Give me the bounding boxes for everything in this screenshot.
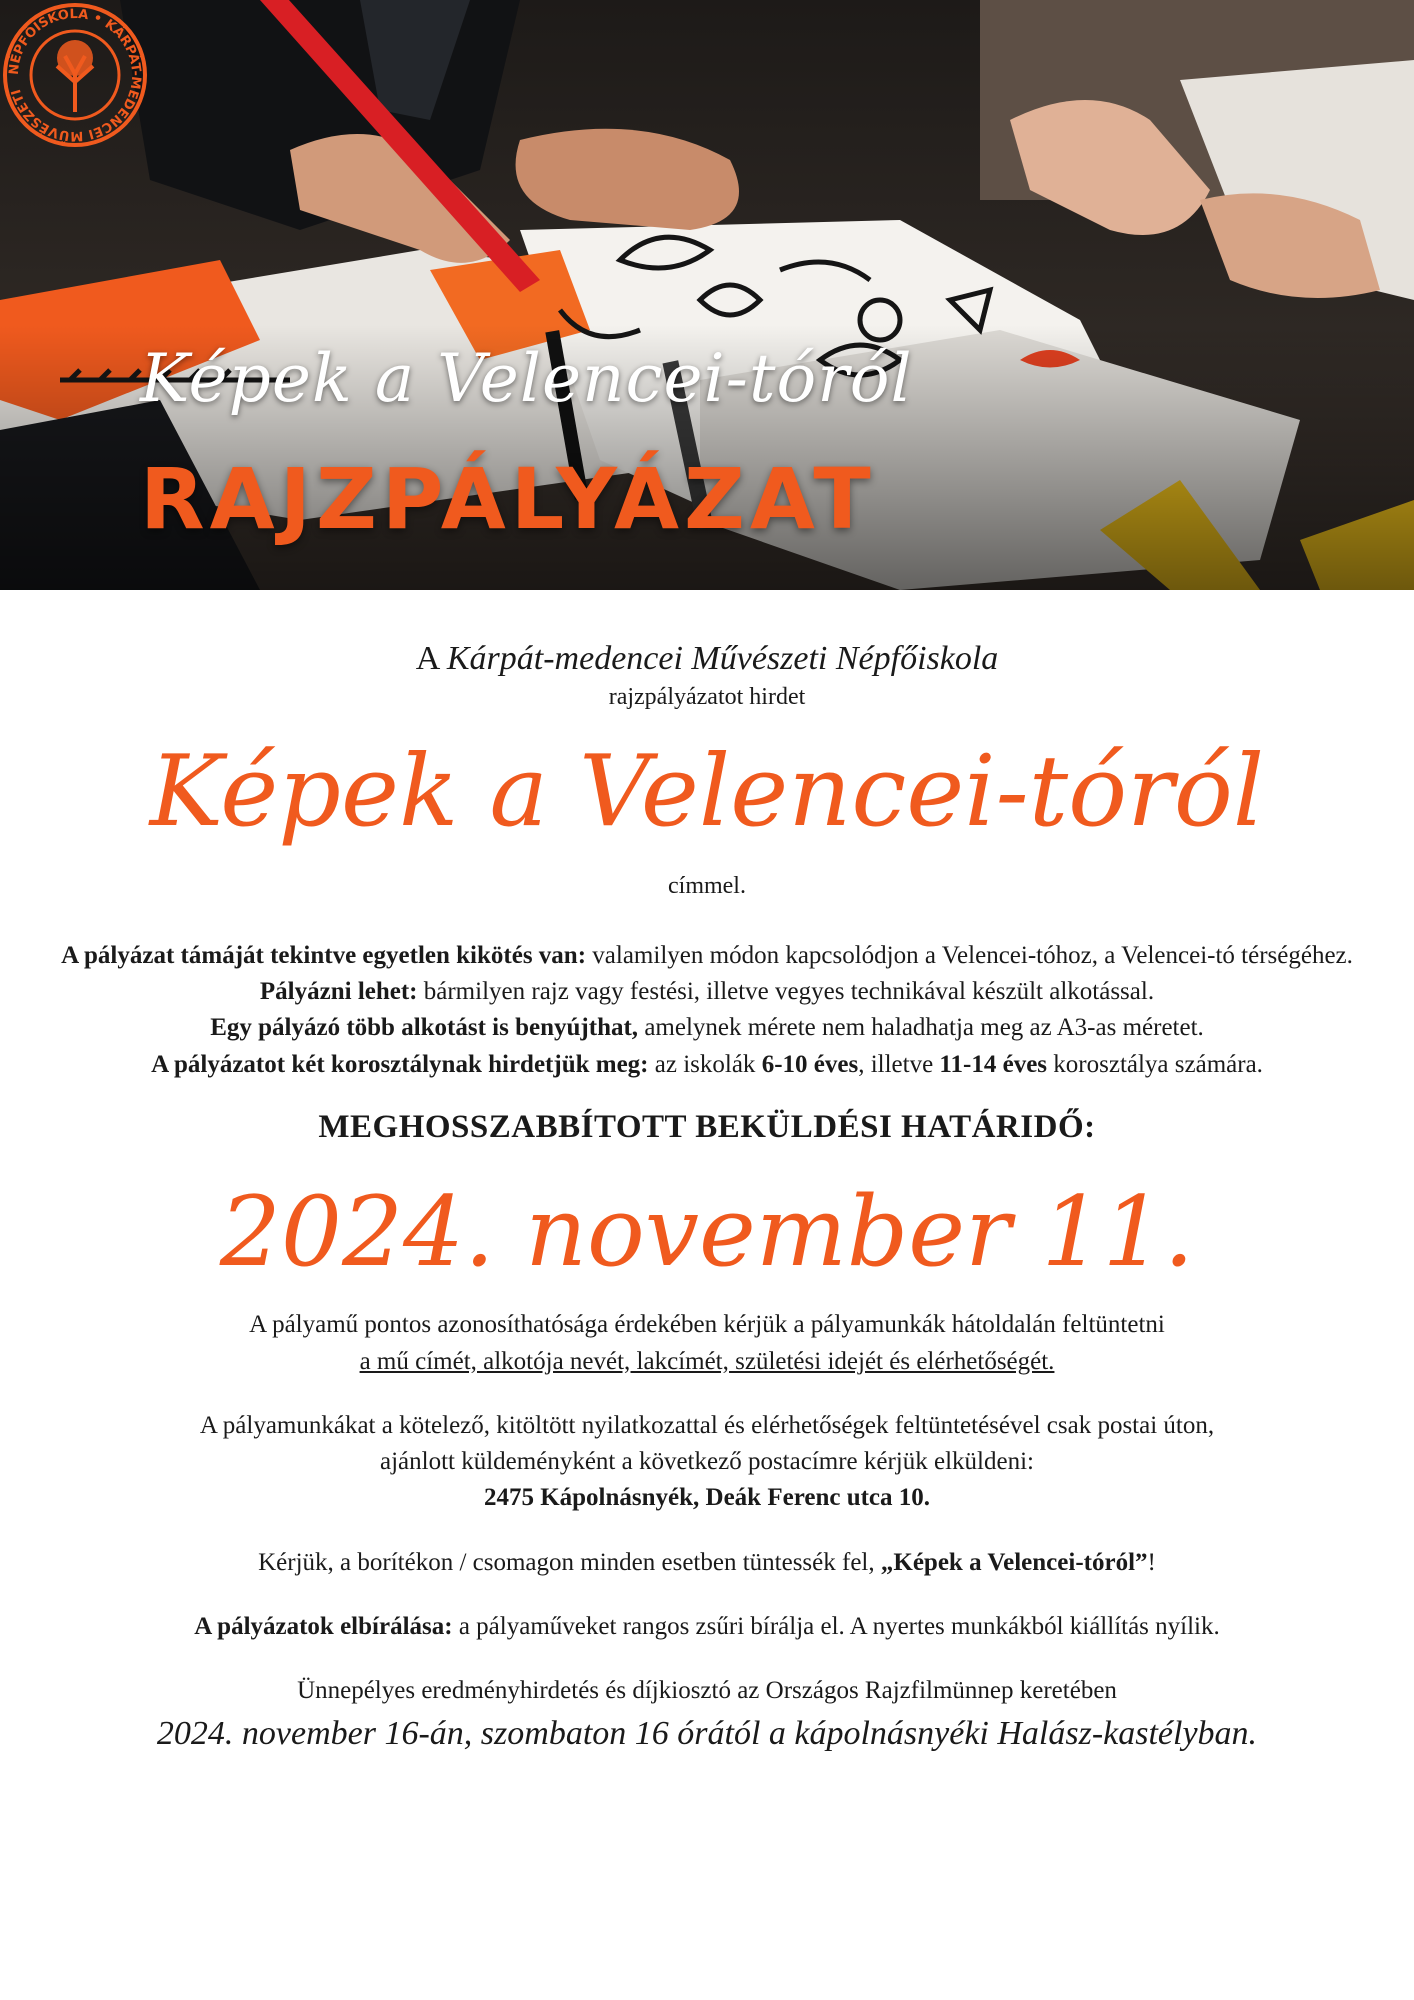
identification-info <box>0 1307 1414 1380</box>
envelope-quote: „Képek a Velencei-tóról” <box>880 1548 1148 1576</box>
deadline-label: MEGHOSSZABBÍTOTT BEKÜLDÉSI HATÁRIDŐ: <box>318 1108 1096 1145</box>
rule-technique: Pályázni lehet: bármilyen rajz vagy festési, illetve vegyes technikával készült alkotással. <box>259 978 1155 1006</box>
rule-theme: A pályázat támáját tekintve egyetlen kikötés van: valamilyen módon kapcsolódjon a Velencei-tóhoz, a Velencei-tó térségéhez. <box>61 941 1353 969</box>
postal-address: 2475 Kápolnásnyék, Deák Ferenc utca 10. <box>483 1484 931 1512</box>
announcement-body <box>0 640 1414 1759</box>
identification-line2: a mű címét, alkotója nevét, lakcímét, születési idejét és elérhetőségét. <box>359 1347 1055 1375</box>
org-prefix: A <box>415 640 447 677</box>
organizer-line <box>0 640 1414 678</box>
submission-info <box>0 1408 1414 1517</box>
submission-line2: ajánlott küldeményként a következő postacímre kérjük elküldeni: <box>380 1448 1034 1476</box>
svg-text:NÉPFŐISKOLA • KÁRPÁT-MEDENCEI: NÉPFŐISKOLA • KÁRPÁT-MEDENCEI MŰVÉSZETI <box>6 6 144 144</box>
hero-script-title: Képek a Velencei-tóról <box>140 340 913 417</box>
deadline-date: 2024. november 11. <box>219 1175 1195 1288</box>
rule-multiple-works: Egy pályázó több alkotást is benyújthat, amelynek mérete nem haladhatja meg az A3-as méretet. <box>210 1014 1204 1042</box>
competition-title: Képek a Velencei-tóról <box>149 735 1265 849</box>
identification-line1: A pályamű pontos azonosíthatósága érdekében kérjük a pályamunkák hátoldalán feltüntetni <box>249 1311 1165 1339</box>
envelope-note: Kérjük, a borítékon / csomagon minden esetben tüntessék fel, „Képek a Velencei-tóról”! <box>258 1548 1156 1576</box>
hero-main-title: RAJZPÁLYÁZAT <box>140 450 876 548</box>
rules-section <box>0 938 1414 1083</box>
organizer-name: Kárpát-medencei Művészeti Népfőiskola <box>446 640 999 677</box>
rule-age-groups: A pályázatot két korosztálynak hirdetjük meg: az iskolák 6-10 éves, illetve 11-14 éves korosztálya számára. <box>151 1050 1263 1078</box>
school-seal-logo <box>0 0 150 150</box>
ceremony-line1: Ünnepélyes eredményhirdetés és díjkiosztó az Országos Rajzfilmünnep keretében <box>297 1677 1117 1705</box>
hero-banner <box>0 0 1414 590</box>
submission-line1: A pályamunkákat a kötelező, kitöltött nyilatkozattal és elérhetőségek feltüntetésével csak postai úton, <box>199 1411 1215 1439</box>
judging-info: A pályázatok elbírálása: a pályaműveket rangos zsűri bírálja el. A nyertes munkákból kiállítás nyílik. <box>194 1612 1220 1640</box>
ceremony-info <box>0 1673 1414 1759</box>
title-suffix: címmel. <box>668 872 746 899</box>
announces-text: rajzpályázatot hirdet <box>608 684 806 710</box>
ceremony-line2: 2024. november 16-án, szombaton 16 órától a kápolnásnyéki Halász-kastélyban. <box>156 1715 1258 1753</box>
